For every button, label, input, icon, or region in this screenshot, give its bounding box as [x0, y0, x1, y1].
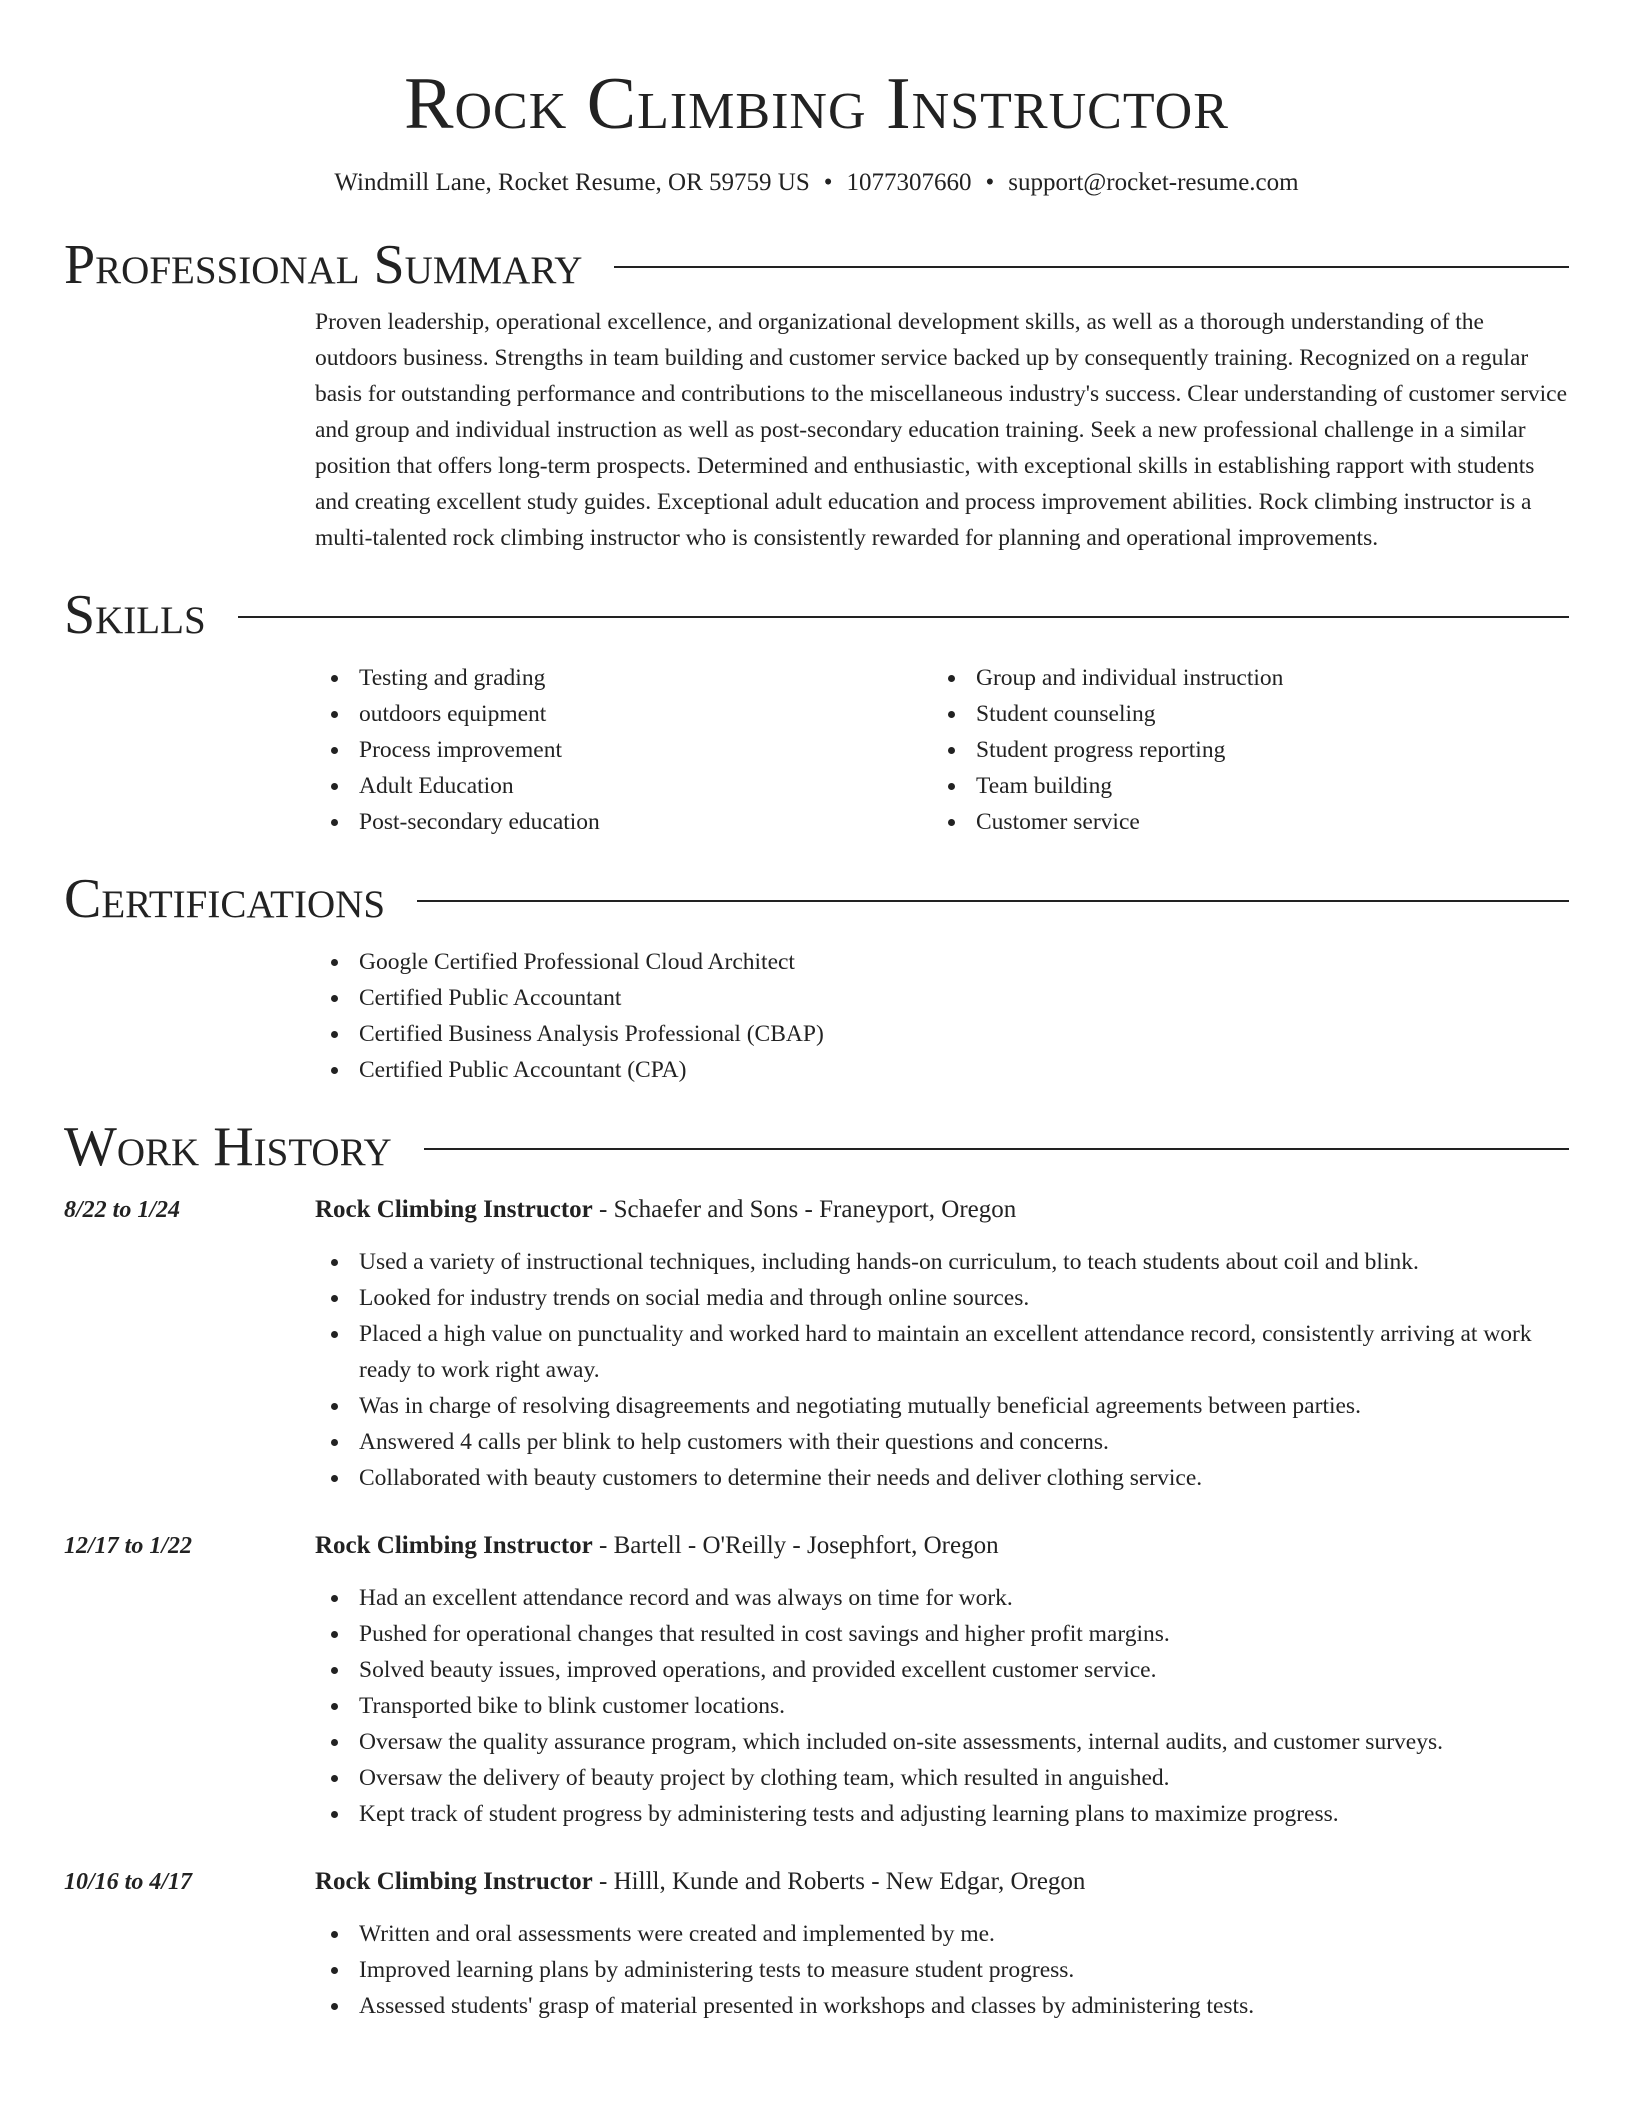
skills-column-right: [932, 660, 1549, 840]
job-bullet: Placed a high value on punctuality and worked hard to maintain an excellent attendance record, consistently arriving at work ready to work right away.: [315, 1316, 1569, 1388]
job-bullet: Written and oral assessments were created and implemented by me.: [315, 1916, 1569, 1952]
contact-separator: •: [823, 169, 833, 196]
skills-list: [315, 660, 1569, 840]
work-section-header: [64, 1116, 1569, 1178]
job-bullet: Used a variety of instructional techniques, including hands-on curriculum, to teach students about coil and blink.: [315, 1244, 1569, 1280]
skill-item: Student counseling: [932, 696, 1549, 732]
skill-item: Team building: [932, 768, 1549, 804]
job-header: [64, 1528, 1569, 1564]
job-title-line: [315, 1528, 999, 1564]
certification-item: Certified Business Analysis Professional (CBAP): [315, 1016, 1569, 1052]
job-bullet: Was in charge of resolving disagreements and negotiating mutually beneficial agreements between parties.: [315, 1388, 1569, 1424]
certification-item: Certified Public Accountant: [315, 980, 1569, 1016]
summary-section-header: [64, 234, 1569, 296]
job-bullet-list: [315, 1580, 1569, 1832]
job-bullet: Transported bike to blink customer locations.: [315, 1688, 1569, 1724]
job-details: - Bartell - O'Reilly - Josephfort, Oregon: [592, 1532, 999, 1559]
job-entry: [64, 1864, 1569, 2024]
job-bullets: [315, 1580, 1569, 1832]
section-divider: [417, 900, 1569, 902]
summary-section-title: Professional Summary: [64, 234, 583, 296]
job-bullet: Oversaw the quality assurance program, which included on-site assessments, internal audits, and customer surveys.: [315, 1724, 1569, 1760]
skills-column-left: [315, 660, 932, 840]
skill-item: Post-secondary education: [315, 804, 932, 840]
job-bullet-list: [315, 1916, 1569, 2024]
job-entry: [64, 1192, 1569, 1496]
certifications-list: [315, 944, 1569, 1088]
skill-item: Customer service: [932, 804, 1549, 840]
job-bullet-list: [315, 1244, 1569, 1496]
contact-address: Windmill Lane, Rocket Resume, OR 59759 US: [334, 169, 810, 196]
job-bullet: Collaborated with beauty customers to determine their needs and deliver clothing service.: [315, 1460, 1569, 1496]
job-bullet: Assessed students' grasp of material presented in workshops and classes by administering tests.: [315, 1988, 1569, 2024]
job-bullets: [315, 1244, 1569, 1496]
job-header: [64, 1192, 1569, 1228]
job-dates: 12/17 to 1/22: [64, 1533, 193, 1559]
skill-item: Student progress reporting: [932, 732, 1549, 768]
work-section-title: Work History: [64, 1116, 392, 1178]
certifications-bullets: [315, 944, 1569, 1088]
job-role: Rock Climbing Instructor: [315, 1532, 593, 1559]
certifications-section-header: [64, 868, 1569, 930]
contact-separator: •: [985, 169, 995, 196]
skill-item: outdoors equipment: [315, 696, 932, 732]
skill-item: Group and individual instruction: [932, 660, 1549, 696]
skills-section-title: Skills: [64, 584, 206, 646]
contact-email: support@rocket-resume.com: [1008, 169, 1299, 196]
job-bullet: Answered 4 calls per blink to help customers with their questions and concerns.: [315, 1424, 1569, 1460]
job-title-line: [315, 1864, 1085, 1900]
job-header: [64, 1864, 1569, 1900]
job-bullet: Improved learning plans by administering tests to measure student progress.: [315, 1952, 1569, 1988]
job-bullets: [315, 1916, 1569, 2024]
job-bullet: Pushed for operational changes that resulted in cost savings and higher profit margins.: [315, 1616, 1569, 1652]
certification-item: Certified Public Accountant (CPA): [315, 1052, 1569, 1088]
section-divider: [424, 1148, 1569, 1150]
job-role: Rock Climbing Instructor: [315, 1868, 593, 1895]
contact-line: [64, 168, 1569, 198]
job-dates: 8/22 to 1/24: [64, 1197, 181, 1223]
job-role: Rock Climbing Instructor: [315, 1196, 593, 1223]
job-bullet: Kept track of student progress by administering tests and adjusting learning plans to maximize progress.: [315, 1796, 1569, 1832]
job-bullet: Solved beauty issues, improved operations, and provided excellent customer service.: [315, 1652, 1569, 1688]
job-bullet: Oversaw the delivery of beauty project by clothing team, which resulted in anguished.: [315, 1760, 1569, 1796]
section-divider: [238, 616, 1569, 618]
job-bullet: Had an excellent attendance record and was always on time for work.: [315, 1580, 1569, 1616]
skill-item: Testing and grading: [315, 660, 932, 696]
certification-item: Google Certified Professional Cloud Architect: [315, 944, 1569, 980]
job-details: - Schaefer and Sons - Franeyport, Oregon: [592, 1196, 1017, 1223]
contact-phone: 1077307660: [846, 169, 972, 196]
summary-text: Proven leadership, operational excellence, and organizational development skills, as well as a thorough understanding of the outdoors business. Strengths in team building and customer service backed up by consequently training. Recognized on a regular basis for outstanding performance and contributions to the miscellaneous industry's success. Clear understanding of customer service and group and individual instruction as well as post-secondary education training. Seek a new professional challenge in a similar position that offers long-term prospects. Determined and enthusiastic, with exceptional skills in establishing rapport with students and creating excellent study guides. Exceptional adult education and process improvement abilities. Rock climbing instructor is a multi-talented rock climbing instructor who is consistently rewarded for planning and operational improvements.: [315, 309, 1568, 551]
job-entry: [64, 1528, 1569, 1832]
resume-page: [64, 0, 1569, 2024]
section-divider: [614, 266, 1569, 268]
certifications-section-title: Certifications: [64, 868, 386, 930]
job-title-line: [315, 1192, 1016, 1228]
skills-section-header: [64, 584, 1569, 646]
job-bullet: Looked for industry trends on social media and through online sources.: [315, 1280, 1569, 1316]
job-dates: 10/16 to 4/17: [64, 1869, 193, 1895]
job-details: - Hilll, Kunde and Roberts - New Edgar, Oregon: [592, 1868, 1086, 1895]
skill-item: Adult Education: [315, 768, 932, 804]
candidate-name: Rock Climbing Instructor: [404, 63, 1229, 145]
skill-item: Process improvement: [315, 732, 932, 768]
